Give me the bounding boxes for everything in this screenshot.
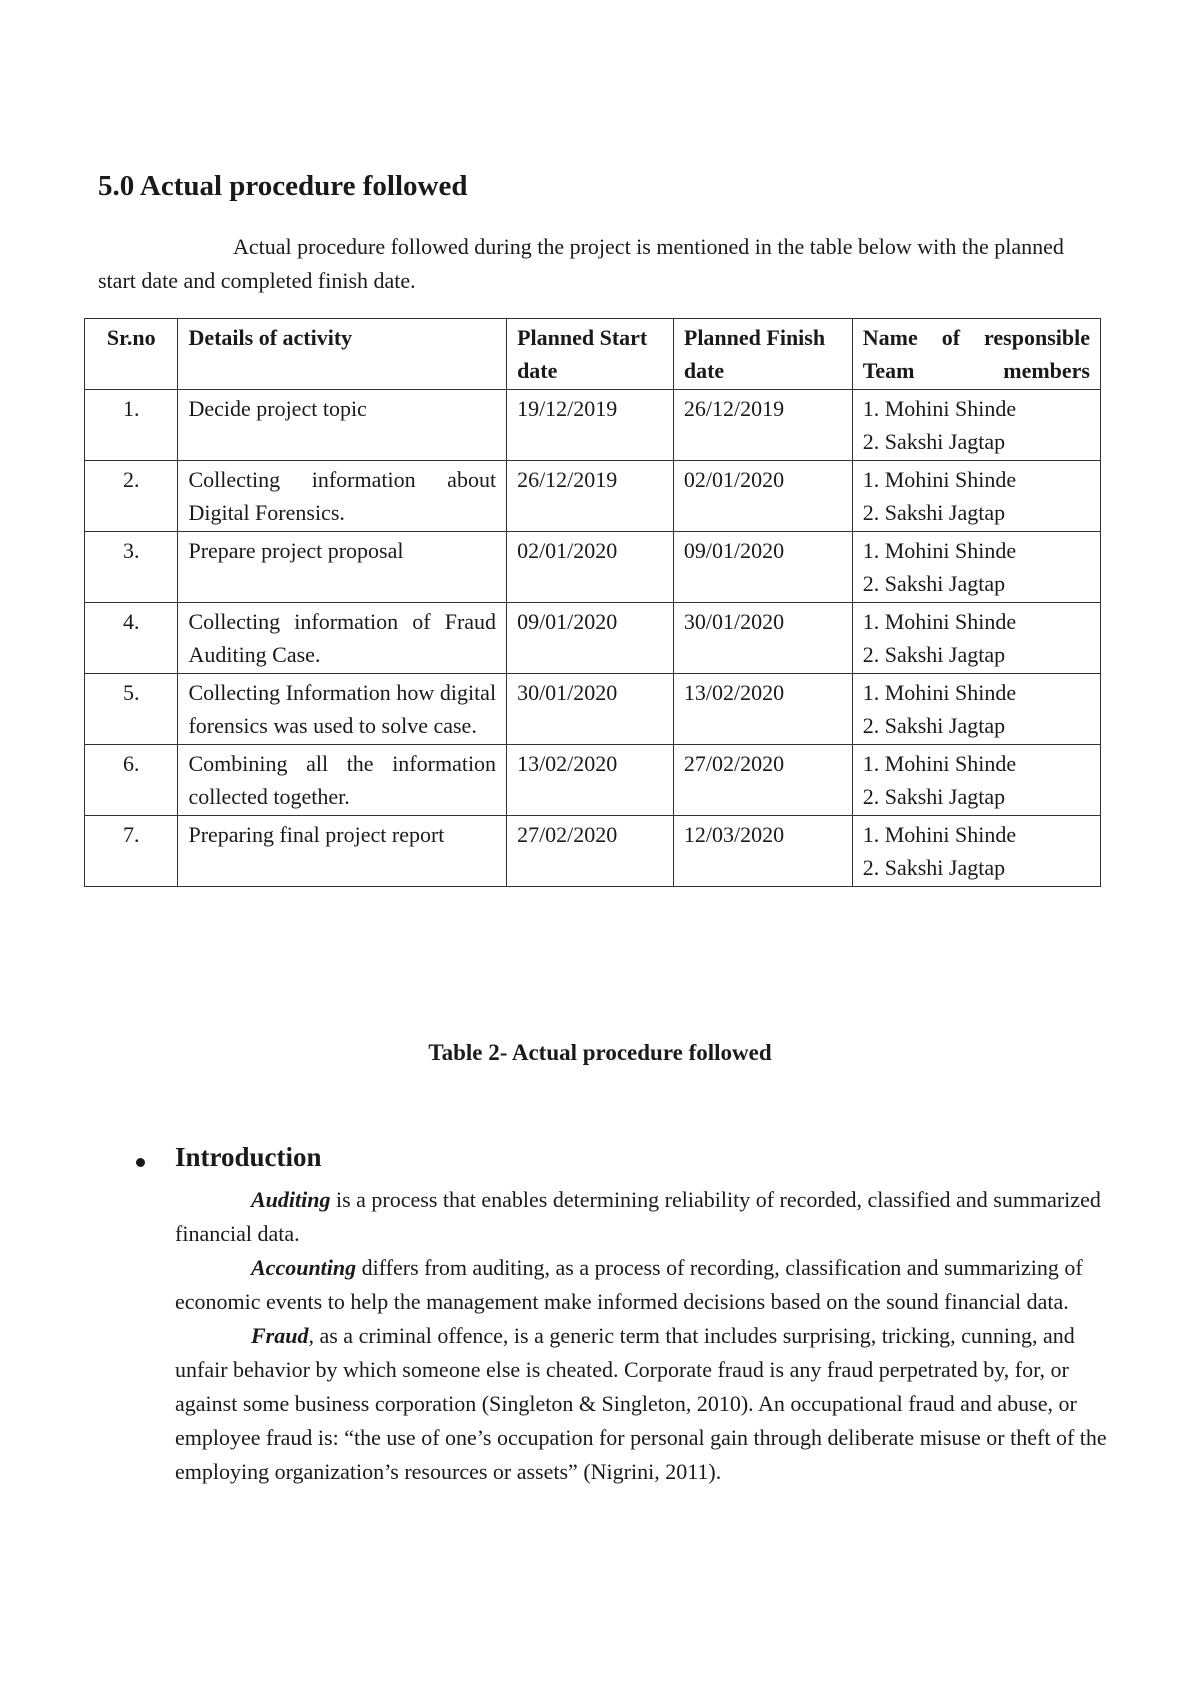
table-row	[85, 745, 1101, 816]
section-heading: 5.0 Actual procedure followed	[98, 170, 468, 202]
member-name: 2. Sakshi Jagtap	[862, 500, 1006, 525]
member-name: 2. Sakshi Jagtap	[862, 571, 1006, 596]
cell-members	[852, 390, 1100, 461]
cell-start: 13/02/2020	[507, 745, 674, 816]
accounting-text: differs from auditing, as a process of recording, classification and summarizing of economic events to help the management make informed decisions based on the sound financial data.	[175, 1255, 1083, 1314]
cell-sr: 5.	[85, 674, 178, 745]
cell-activity: Collecting Information how digital forensics was used to solve case.	[178, 674, 507, 745]
cell-start: 26/12/2019	[507, 461, 674, 532]
accounting-term: Accounting	[251, 1255, 357, 1280]
table-row	[85, 390, 1101, 461]
cell-start: 30/01/2020	[507, 674, 674, 745]
table-row	[85, 603, 1101, 674]
cell-start: 27/02/2020	[507, 816, 674, 887]
cell-activity: Preparing final project report	[178, 816, 507, 887]
fraud-paragraph	[175, 1319, 1115, 1489]
member-name: 1. Mohini Shinde	[862, 609, 1017, 634]
table-row	[85, 461, 1101, 532]
member-name: 1. Mohini Shinde	[862, 822, 1017, 847]
member-name: 2. Sakshi Jagtap	[862, 642, 1006, 667]
cell-finish: 12/03/2020	[673, 816, 852, 887]
cell-finish: 27/02/2020	[673, 745, 852, 816]
cell-finish: 30/01/2020	[673, 603, 852, 674]
cell-sr: 6.	[85, 745, 178, 816]
table-header-row	[85, 319, 1101, 390]
member-name: 2. Sakshi Jagtap	[862, 429, 1006, 454]
member-name: 2. Sakshi Jagtap	[862, 713, 1006, 738]
member-name: 1. Mohini Shinde	[862, 467, 1017, 492]
auditing-paragraph	[175, 1183, 1115, 1251]
cell-activity: Decide project topic	[178, 390, 507, 461]
cell-finish: 02/01/2020	[673, 461, 852, 532]
cell-members	[852, 816, 1100, 887]
bullet-icon	[136, 1158, 145, 1167]
cell-start: 19/12/2019	[507, 390, 674, 461]
cell-finish: 09/01/2020	[673, 532, 852, 603]
member-name: 2. Sakshi Jagtap	[862, 855, 1006, 880]
member-name: 1. Mohini Shinde	[862, 396, 1017, 421]
cell-start: 02/01/2020	[507, 532, 674, 603]
table-row	[85, 674, 1101, 745]
table-row	[85, 532, 1101, 603]
header-activity: Details of activity	[178, 319, 507, 390]
procedure-table	[84, 318, 1101, 887]
auditing-term: Auditing	[251, 1187, 331, 1212]
member-name: 1. Mohini Shinde	[862, 680, 1017, 705]
fraud-text: , as a criminal offence, is a generic term that includes surprising, tricking, cunning, and unfair behavior by which someone else is cheated. Corporate fraud is any fraud perpetrated by, for, or against some business corporation (Singleton & Singleton, 2010). An occupational fraud and abuse, or employee fraud is: “the use of one’s occupation for personal gain through deliberate misuse or theft of the employing organization’s resources or assets” (Nigrini, 2011).	[175, 1323, 1107, 1484]
header-finish-date: Planned Finish date	[673, 319, 852, 390]
cell-activity: Collecting information about Digital Forensics.	[178, 461, 507, 532]
table-caption: Table 2- Actual procedure followed	[428, 1040, 772, 1065]
table-row	[85, 816, 1101, 887]
member-name: 2. Sakshi Jagtap	[862, 784, 1006, 809]
cell-sr: 4.	[85, 603, 178, 674]
cell-activity: Prepare project proposal	[178, 532, 507, 603]
cell-activity: Combining all the information collected together.	[178, 745, 507, 816]
header-start-date: Planned Start date	[507, 319, 674, 390]
header-team-members: Name of responsible Team members	[852, 319, 1100, 390]
cell-members	[852, 461, 1100, 532]
cell-members	[852, 603, 1100, 674]
member-name: 1. Mohini Shinde	[862, 751, 1017, 776]
cell-sr: 1.	[85, 390, 178, 461]
accounting-paragraph	[175, 1251, 1115, 1319]
cell-members	[852, 745, 1100, 816]
introduction-title: Introduction	[175, 1142, 322, 1172]
auditing-text: is a process that enables determining reliability of recorded, classified and summarized financial data.	[175, 1187, 1101, 1246]
cell-finish: 13/02/2020	[673, 674, 852, 745]
cell-activity: Collecting information of Fraud Auditing Case.	[178, 603, 507, 674]
cell-start: 09/01/2020	[507, 603, 674, 674]
cell-sr: 2.	[85, 461, 178, 532]
cell-sr: 3.	[85, 532, 178, 603]
fraud-term: Fraud	[251, 1323, 309, 1348]
cell-members	[852, 674, 1100, 745]
member-name: 1. Mohini Shinde	[862, 538, 1017, 563]
introduction-body	[175, 1183, 1115, 1489]
header-sr-no: Sr.no	[85, 319, 178, 390]
cell-members	[852, 532, 1100, 603]
intro-paragraph: Actual procedure followed during the project is mentioned in the table below with the planned start date and completed finish date.	[98, 234, 1064, 293]
cell-finish: 26/12/2019	[673, 390, 852, 461]
cell-sr: 7.	[85, 816, 178, 887]
